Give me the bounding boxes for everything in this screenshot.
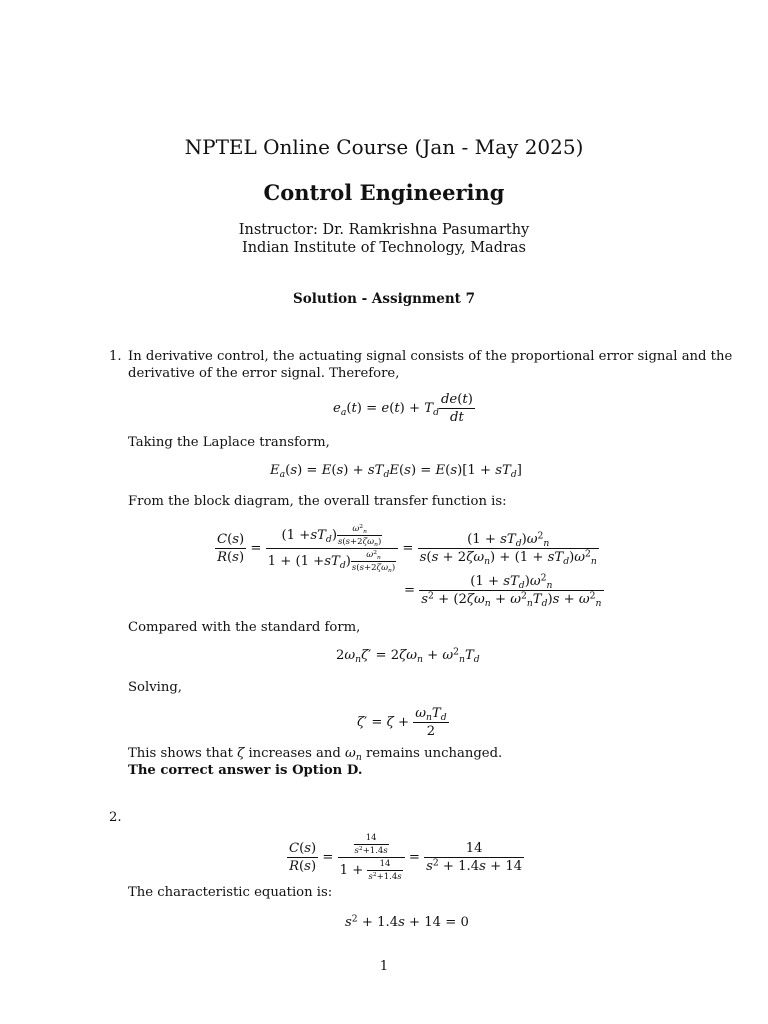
- q1-intro-line-1: In derivative control, the actuating signal consists of the proportional error signal and the: [128, 349, 733, 364]
- question-number-2: 2.: [109, 810, 122, 825]
- q1-intro-line-2: derivative of the error signal. Therefore,: [128, 366, 400, 381]
- equation-laplace: $E_a(s) = E(s) + sT_dE(s) = E(s)[1 + sT_d]$: [270, 463, 522, 480]
- institute-line: Indian Institute of Technology, Madras: [241, 240, 527, 256]
- equation-actuating-signal: $e_a(t) = e(t) + T_d$ $\frac{de(t)}{dt}$: [333, 392, 473, 425]
- block-diagram-text: From the block diagram, the overall transfer function is:: [128, 494, 507, 509]
- characteristic-equation-text: The characteristic equation is:: [128, 885, 333, 900]
- course-title: NPTEL Online Course (Jan - May 2025): [184, 135, 584, 159]
- compare-text: Compared with the standard form,: [128, 620, 361, 635]
- laplace-text: Taking the Laplace transform,: [128, 435, 330, 450]
- question-number-1: 1.: [109, 349, 122, 364]
- instructor-line: Instructor: Dr. Ramkrishna Pasumarthy: [238, 222, 530, 238]
- equation-damping-ratio: ζ′ = ζ + $\frac{\omega_nT_d}{2}$: [357, 706, 447, 739]
- page-number: 1: [379, 959, 389, 974]
- q1-answer: The correct answer is Option D.: [128, 763, 363, 778]
- equation-q2-transfer-function: $\frac{C(s)}{R(s)}$ = $\frac{14}{s^2+1.4s}$ 1 + $\frac{14}{s^2+1.4s}$ = $\frac{14}{s^2 + 1.4s + 14}$: [289, 833, 523, 882]
- equation-transfer-function-simplified: = $\frac{(1 + sT_d)\omega^2_n}{s^2 + (2\zeta\omega_n + \omega^2_nT_d)s + \omega^2_n}$: [404, 572, 602, 609]
- equation-standard-form: $2\omega_n\zeta' = 2\zeta\omega_n + \omega^2_nT_d$: [336, 646, 480, 665]
- subject-title: Control Engineering: [263, 180, 505, 205]
- conclusion-text: This shows that ζ increases and $\omega_n$ remains unchanged.: [128, 746, 503, 763]
- equation-characteristic: $s^2 + 1.4s + 14 = 0$: [345, 913, 469, 930]
- equation-transfer-function: $\frac{C(s)}{R(s)}$ = (1 + $sT_d$ ) $\frac{\omega^2_n}{s(s+2\zeta\omega_n)}$ 1 + (1 + $sT_d$ ) $\frac{\omega^2_n}{s(s+2\zeta\omega_n)}$ = $\frac{(1 + sT_d)\omega^2_n}{s(s + 2\zeta\omega_n) + (1 + sT_d)\omega^2_n}$: [217, 523, 597, 574]
- solving-text: Solving,: [128, 680, 182, 695]
- document-title: Solution - Assignment 7: [293, 291, 475, 307]
